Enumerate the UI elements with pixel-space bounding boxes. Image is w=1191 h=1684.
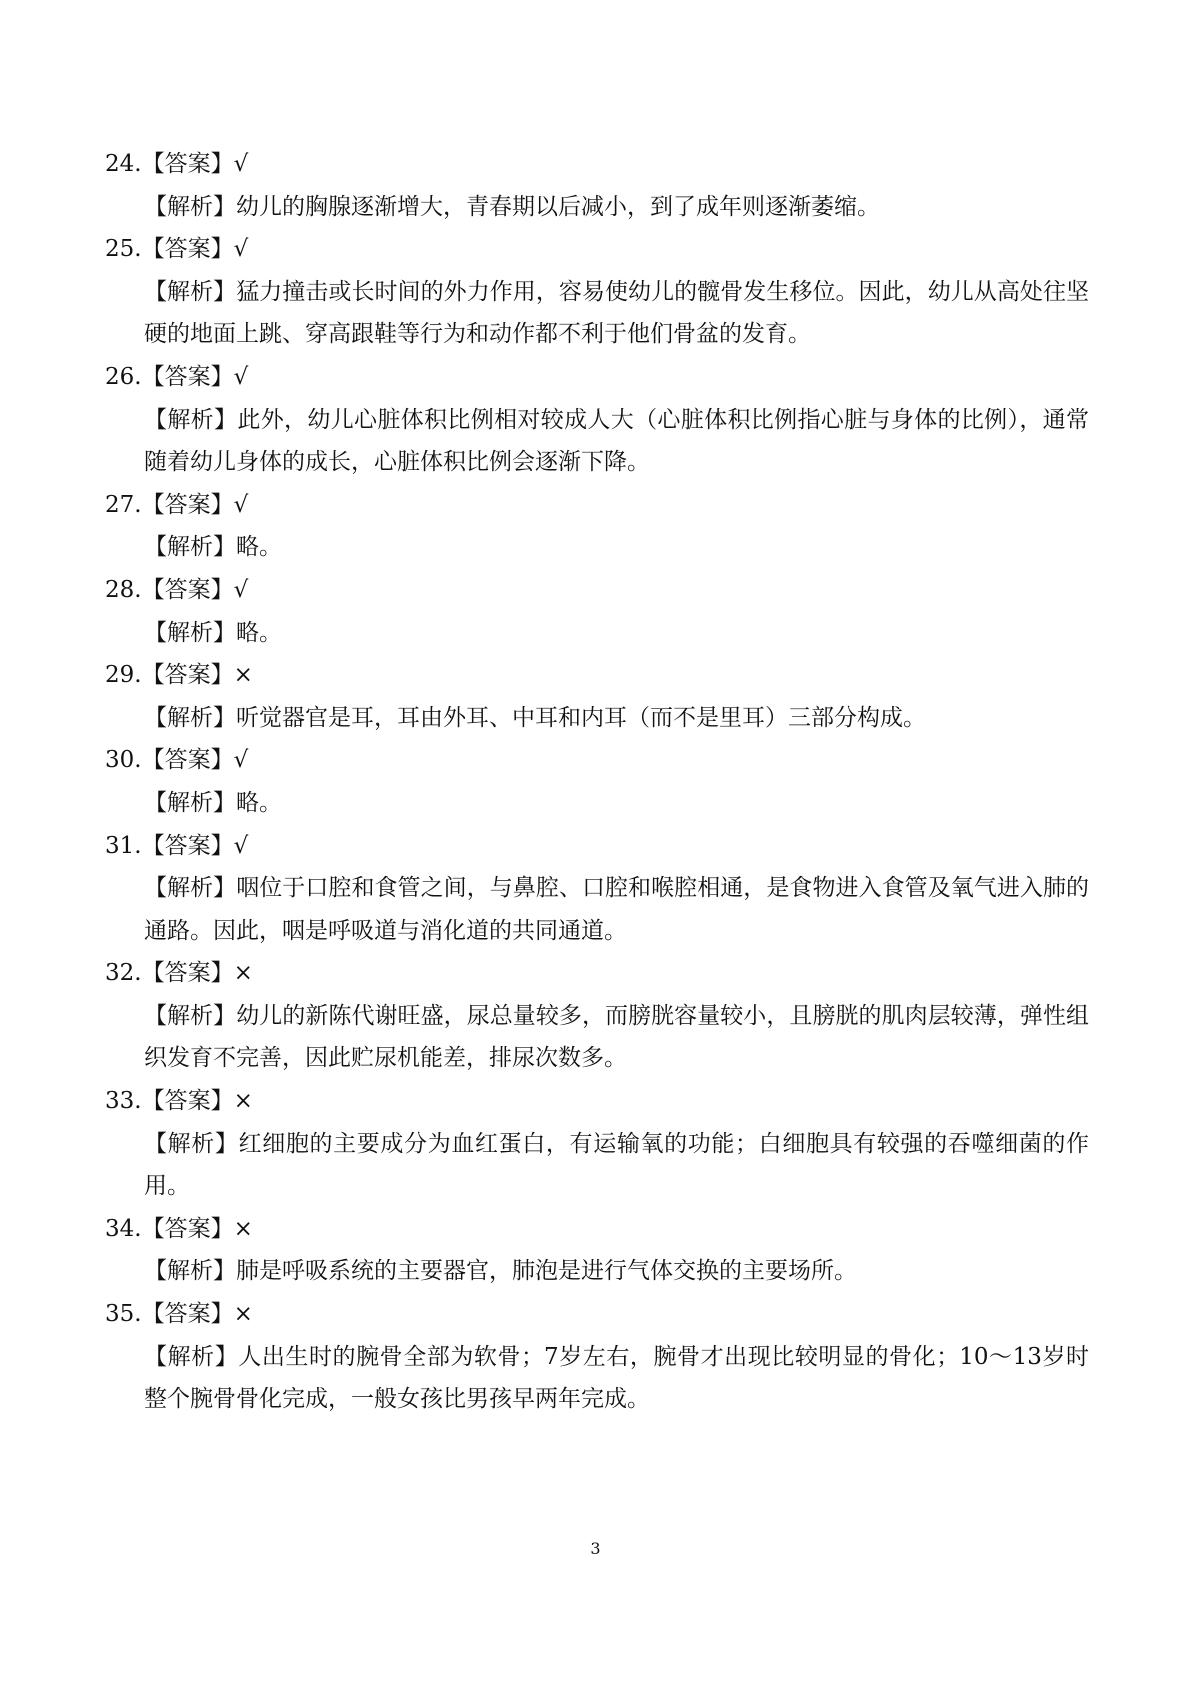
item-number: 33. [105,1088,142,1115]
analysis-paragraph [0,867,1089,952]
analysis-paragraph [0,399,1089,484]
answer-item-27 [0,484,1191,569]
analysis-tag: 【解析】 [144,789,236,816]
answer-line [0,654,1191,697]
item-number: 27. [105,491,142,518]
answer-tag: 【答案】 [141,1088,234,1115]
analysis-paragraph [0,782,1089,825]
analysis-paragraph [0,1250,1089,1293]
answer-item-33 [0,1080,1191,1208]
answer-tag: 【答案】 [141,747,234,774]
item-number: 24. [105,151,142,177]
answer-tag: 【答案】 [141,491,234,518]
analysis-tag: 【解析】 [144,193,236,220]
answer-line [0,1080,1191,1123]
answer-item-24 [0,143,1191,228]
document-body [0,143,1191,1421]
answer-item-28 [0,569,1191,654]
answer-tag: 【答案】 [141,832,234,859]
analysis-paragraph [0,186,1089,229]
answer-item-30 [0,739,1191,824]
analysis-paragraph [0,612,1089,655]
answer-mark: √ [233,151,249,177]
answer-item-29 [0,654,1191,739]
answer-mark: × [233,1215,253,1242]
item-number: 30. [105,747,142,774]
analysis-text: 咽位于口腔和食管之间，与鼻腔、口腔和喉腔相通，是食物进入食管及氧气进入肺的通路。因此，咽是呼吸道与消化道的共同通道。 [144,875,1090,944]
answer-tag: 【答案】 [141,576,234,603]
answer-item-26 [0,356,1191,484]
answer-tag: 【答案】 [141,363,234,390]
answer-item-31 [0,825,1191,953]
answer-tag: 【答案】 [141,151,234,177]
answer-item-35 [0,1293,1191,1421]
analysis-text: 听觉器官是耳，耳由外耳、中耳和内耳（而不是里耳）三部分构成。 [236,704,926,731]
analysis-tag: 【解析】 [144,534,236,561]
answer-mark: √ [233,491,249,518]
answer-mark: √ [233,576,249,603]
answer-line [0,143,1191,186]
answer-tag: 【答案】 [141,1215,234,1242]
analysis-tag: 【解析】 [144,406,238,433]
answer-tag: 【答案】 [141,1301,234,1328]
analysis-paragraph [0,1336,1089,1421]
answer-tag: 【答案】 [141,960,234,987]
answer-line [0,356,1191,399]
analysis-tag: 【解析】 [144,704,236,731]
analysis-text: 幼儿的新陈代谢旺盛，尿总量较多，而膀胱容量较小，且膀胱的肌肉层较薄，弹性组织发育不完善，因此贮尿机能差，排尿次数多。 [144,1002,1090,1072]
answer-line [0,825,1191,868]
answer-tag: 【答案】 [141,662,234,689]
analysis-tag: 【解析】 [144,1258,236,1285]
answer-mark: √ [233,832,249,859]
analysis-paragraph [0,697,1089,740]
item-number: 31. [105,832,142,859]
analysis-tag: 【解析】 [144,1130,239,1157]
page-number: 3 [590,1539,601,1558]
analysis-paragraph [0,271,1089,356]
answer-line [0,484,1191,527]
analysis-text: 此外，幼儿心脏体积比例相对较成人大（心脏体积比例指心脏与身体的比例），通常随着幼儿身体的成长，心脏体积比例会逐渐下降。 [144,406,1090,476]
analysis-text: 人出生时的腕骨全部为软骨；7岁左右，腕骨才出现比较明显的骨化；10～13岁时整个腕骨骨化完成，一般女孩比男孩早两年完成。 [144,1343,1090,1413]
answer-line [0,569,1191,612]
answer-mark: √ [233,236,249,263]
answer-mark: × [233,1301,253,1328]
item-number: 32. [105,960,142,987]
analysis-paragraph [0,1123,1089,1208]
answer-mark: √ [233,747,249,774]
item-number: 29. [105,662,142,689]
item-number: 25. [105,236,142,263]
answer-line [0,228,1191,271]
analysis-text: 略。 [236,789,282,816]
answer-item-25 [0,228,1191,356]
analysis-tag: 【解析】 [144,875,237,902]
item-number: 26. [105,363,142,390]
analysis-text: 肺是呼吸系统的主要器官，肺泡是进行气体交换的主要场所。 [236,1258,857,1285]
answer-line [0,1293,1191,1336]
item-number: 28. [105,576,142,603]
answer-mark: × [233,662,253,689]
analysis-text: 幼儿的胸腺逐渐增大，青春期以后减小，到了成年则逐渐萎缩。 [236,193,880,220]
analysis-tag: 【解析】 [144,1343,239,1370]
analysis-text: 猛力撞击或长时间的外力作用，容易使幼儿的髋骨发生移位。因此，幼儿从高处往坚硬的地面上跳、穿高跟鞋等行为和动作都不利于他们骨盆的发育。 [144,278,1090,348]
analysis-tag: 【解析】 [144,1002,237,1029]
answer-item-34 [0,1208,1191,1293]
item-number: 34. [105,1215,142,1242]
answer-line [0,1208,1191,1251]
answer-tag: 【答案】 [141,236,234,263]
analysis-paragraph [0,526,1089,569]
analysis-text: 略。 [236,534,282,561]
answer-mark: × [233,960,253,987]
analysis-paragraph [0,995,1089,1080]
answer-line [0,739,1191,782]
answer-mark: × [233,1088,253,1115]
analysis-tag: 【解析】 [144,278,237,305]
analysis-text: 红细胞的主要成分为血红蛋白，有运输氧的功能；白细胞具有较强的吞噬细菌的作用。 [144,1130,1090,1200]
analysis-text: 略。 [236,619,282,646]
answer-line [0,952,1191,995]
analysis-tag: 【解析】 [144,619,236,646]
answer-mark: √ [233,363,249,390]
answer-item-32 [0,952,1191,1080]
item-number: 35. [105,1301,142,1328]
